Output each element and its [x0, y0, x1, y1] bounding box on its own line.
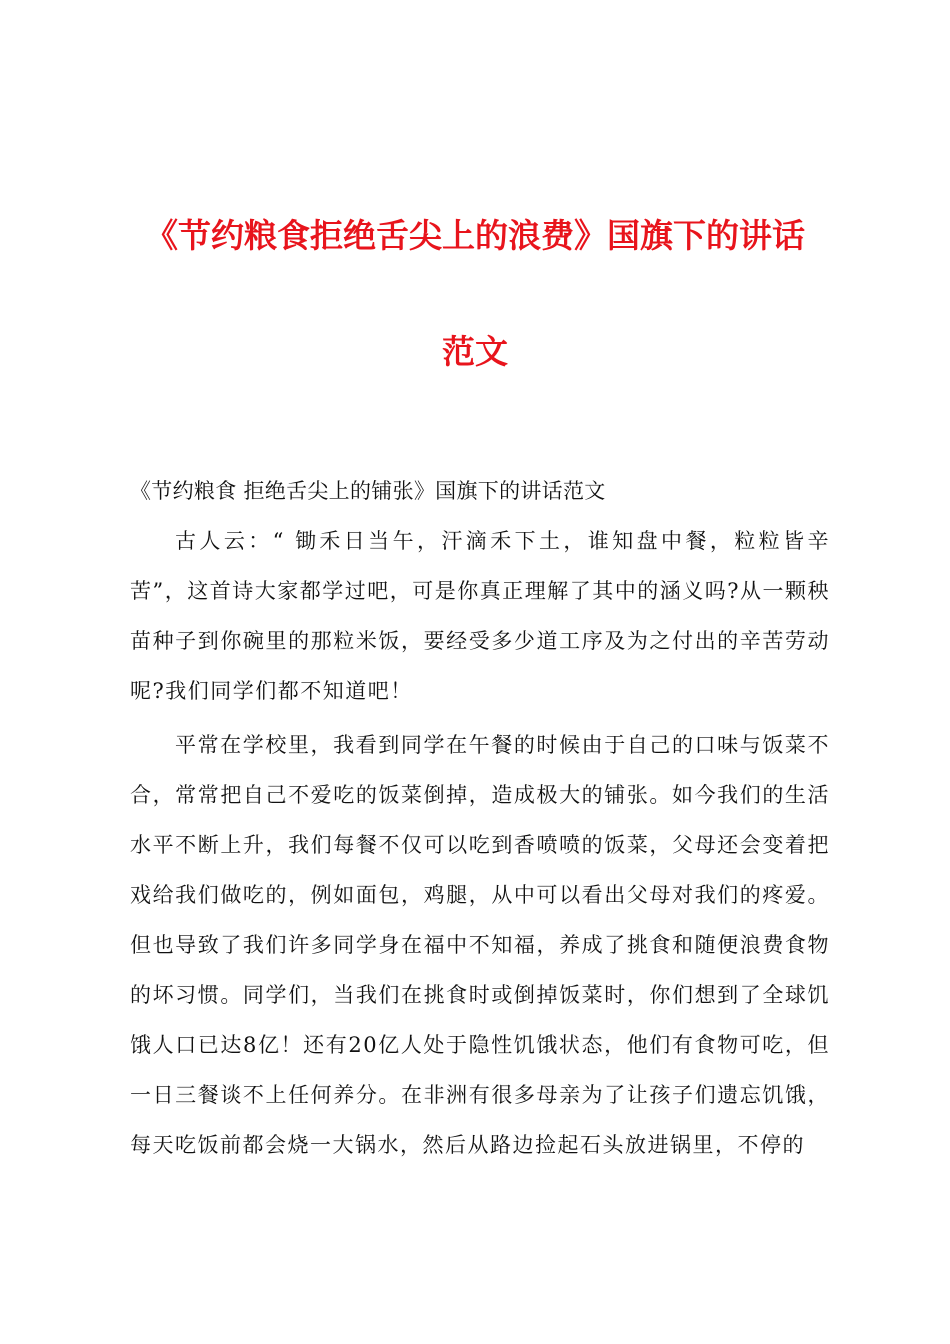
document-body: [130, 466, 830, 1170]
paragraph-1: 古人云：“ 锄禾日当午，汗滴禾下土，谁知盘中餐，粒粒皆辛苦”，这首诗大家都学过吧，可是你真正理解了其中的涵义吗?从一颗秧苗种子到你碗里的那粒米饭，要经受多少道工序及为之付出的辛苦劳动呢?我们同学们都不知道吧！: [130, 529, 830, 703]
document-title-line-1: 《节约粮食拒绝舌尖上的浪费》国旗下的讲话: [145, 216, 805, 255]
document-subtitle: 《节约粮食 拒绝舌尖上的铺张》国旗下的讲话范文: [130, 479, 606, 503]
paragraph-2: 平常在学校里，我看到同学在午餐的时候由于自己的口味与饭菜不合，常常把自己不爱吃的饭菜倒掉，造成极大的铺张。如今我们的生活水平不断上升，我们每餐不仅可以吃到香喷喷的饭菜，父母还会变着把戏给我们做吃的，例如面包，鸡腿，从中可以看出父母对我们的疼爱。但也导致了我们许多同学身在福中不知福，养成了挑食和随便浪费食物的坏习惯。同学们，当我们在挑食时或倒掉饭菜时，你们想到了全球饥饿人口已达8亿！还有20亿人处于隐性饥饿状态，他们有食物可吃，但一日三餐谈不上任何养分。在非洲有很多母亲为了让孩子们遗忘饥饿，每天吃饭前都会烧一大锅水，然后从路边捡起石头放进锅里，不停的: [130, 733, 830, 1157]
document-title-line-2: 范文: [442, 332, 508, 371]
